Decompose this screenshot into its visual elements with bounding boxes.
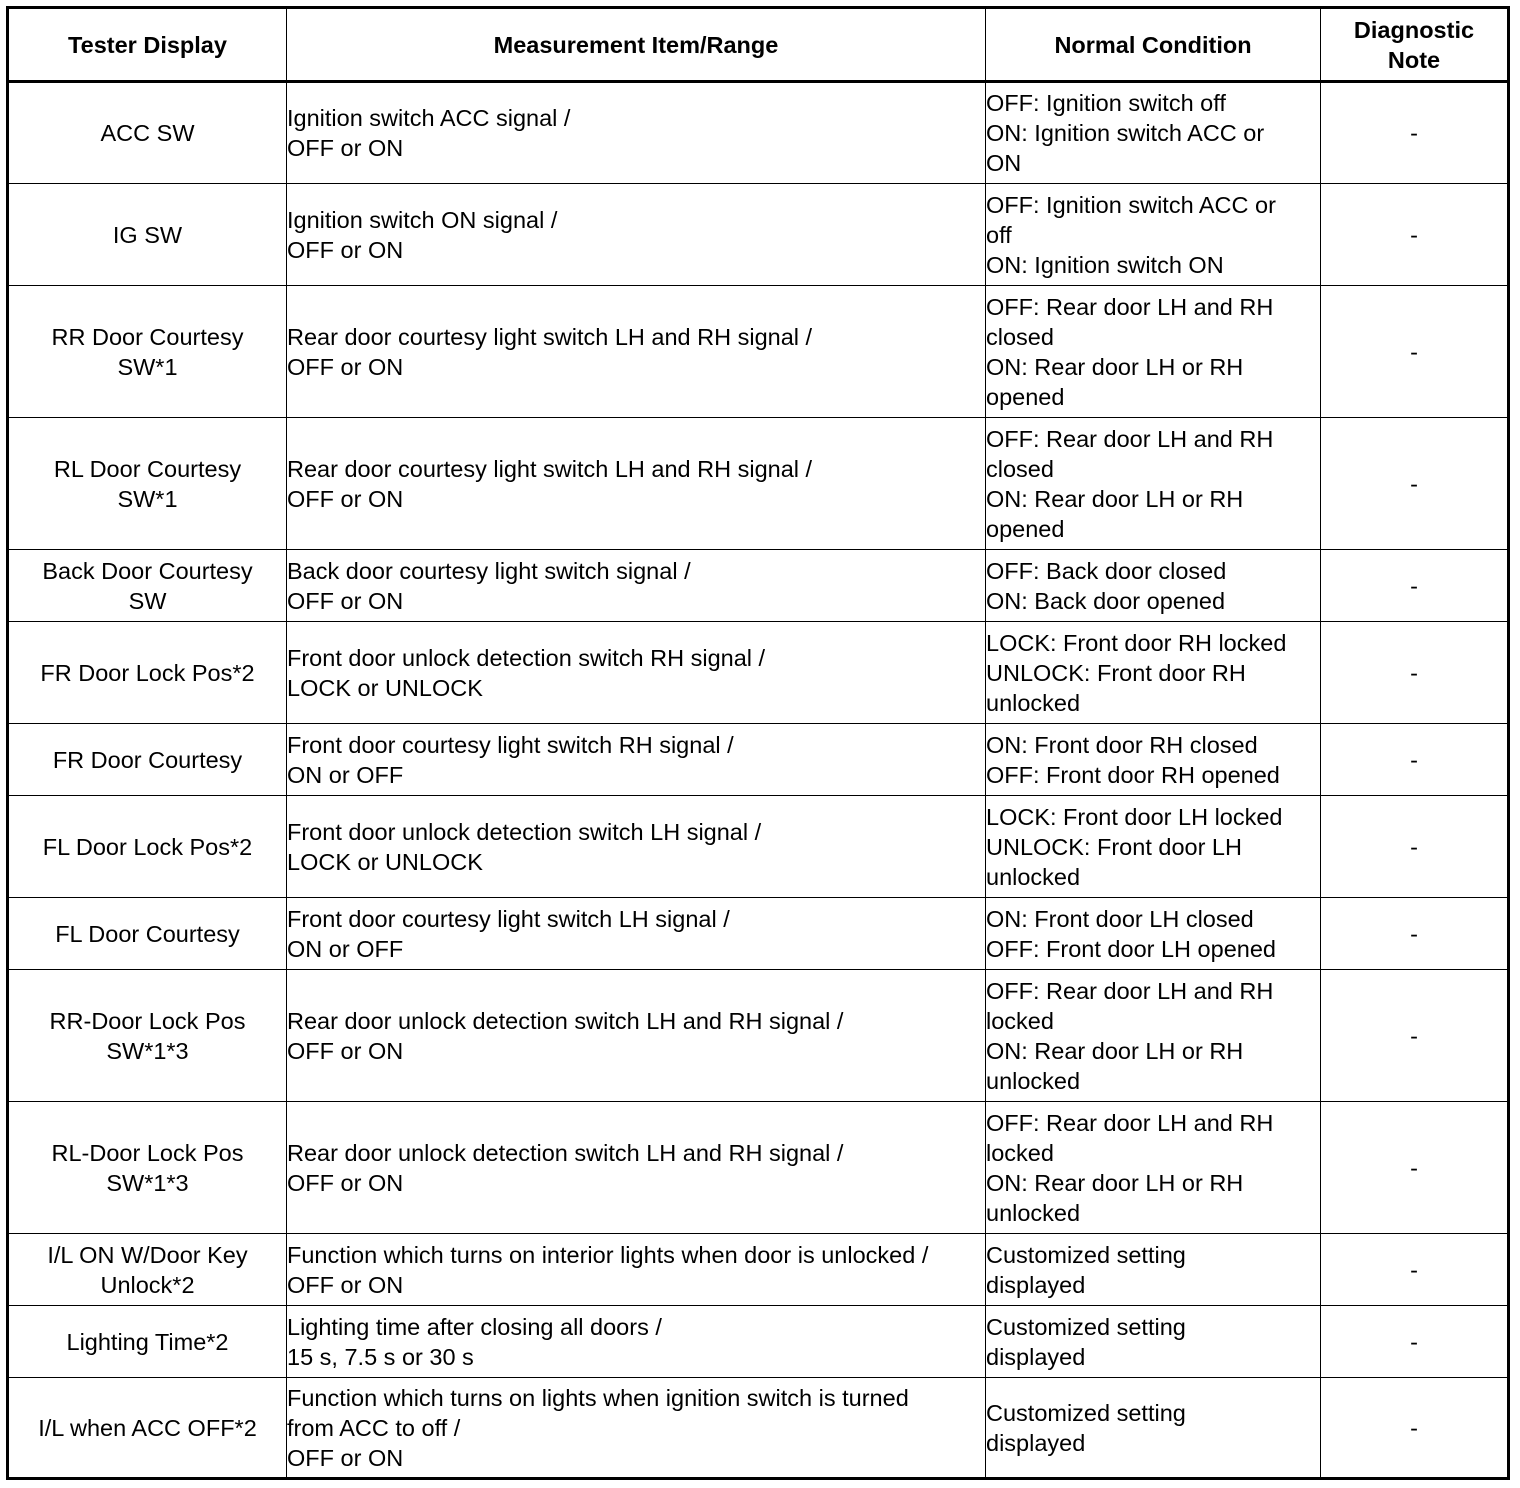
table-body — [8, 82, 1509, 1479]
table-row — [8, 418, 1509, 550]
data-list-table — [6, 6, 1510, 1480]
diagnostic-note-cell: - — [1321, 1234, 1509, 1306]
normal-condition-cell: Customized setting displayed — [986, 1378, 1321, 1479]
table-row — [8, 796, 1509, 898]
tester-display-cell: I/L when ACC OFF*2 — [8, 1378, 287, 1479]
diagnostic-note-cell: - — [1321, 82, 1509, 184]
table-row — [8, 1378, 1509, 1479]
tester-display-cell: FL Door Courtesy — [8, 898, 287, 970]
header-measurement-item-range: Measurement Item/Range — [287, 8, 986, 82]
table-row — [8, 622, 1509, 724]
table-row — [8, 82, 1509, 184]
measurement-cell: Front door unlock detection switch RH signal / LOCK or UNLOCK — [287, 622, 986, 724]
measurement-cell: Lighting time after closing all doors / 15 s, 7.5 s or 30 s — [287, 1306, 986, 1378]
diagnostic-note-cell: - — [1321, 1378, 1509, 1479]
normal-condition-cell: LOCK: Front door RH locked UNLOCK: Front door RH unlocked — [986, 622, 1321, 724]
table-row — [8, 898, 1509, 970]
tester-display-cell: ACC SW — [8, 82, 287, 184]
table-row — [8, 184, 1509, 286]
measurement-cell: Ignition switch ACC signal / OFF or ON — [287, 82, 986, 184]
normal-condition-cell: OFF: Rear door LH and RH closed ON: Rear door LH or RH opened — [986, 286, 1321, 418]
diagnostic-note-cell: - — [1321, 286, 1509, 418]
normal-condition-cell: Customized setting displayed — [986, 1306, 1321, 1378]
diagnostic-note-cell: - — [1321, 1102, 1509, 1234]
tester-display-cell: Back Door Courtesy SW — [8, 550, 287, 622]
measurement-cell: Function which turns on interior lights when door is unlocked / OFF or ON — [287, 1234, 986, 1306]
table-row — [8, 970, 1509, 1102]
normal-condition-cell: OFF: Ignition switch off ON: Ignition switch ACC or ON — [986, 82, 1321, 184]
tester-display-cell: RL Door Courtesy SW*1 — [8, 418, 287, 550]
header-normal-condition: Normal Condition — [986, 8, 1321, 82]
normal-condition-cell: ON: Front door LH closed OFF: Front door LH opened — [986, 898, 1321, 970]
tester-display-cell: IG SW — [8, 184, 287, 286]
diagnostic-note-cell: - — [1321, 622, 1509, 724]
table-row — [8, 1102, 1509, 1234]
table-row — [8, 724, 1509, 796]
diagnostic-note-cell: - — [1321, 550, 1509, 622]
table-row — [8, 286, 1509, 418]
normal-condition-cell: ON: Front door RH closed OFF: Front door RH opened — [986, 724, 1321, 796]
measurement-cell: Front door unlock detection switch LH signal / LOCK or UNLOCK — [287, 796, 986, 898]
tester-display-cell: FR Door Lock Pos*2 — [8, 622, 287, 724]
normal-condition-cell: LOCK: Front door LH locked UNLOCK: Front door LH unlocked — [986, 796, 1321, 898]
normal-condition-cell: OFF: Rear door LH and RH locked ON: Rear door LH or RH unlocked — [986, 1102, 1321, 1234]
header-row — [8, 8, 1509, 82]
normal-condition-cell: OFF: Rear door LH and RH closed ON: Rear door LH or RH opened — [986, 418, 1321, 550]
header-tester-display: Tester Display — [8, 8, 287, 82]
diagnostic-note-cell: - — [1321, 796, 1509, 898]
normal-condition-cell: OFF: Ignition switch ACC or off ON: Ignition switch ON — [986, 184, 1321, 286]
normal-condition-cell: Customized setting displayed — [986, 1234, 1321, 1306]
tester-display-cell: RR Door Courtesy SW*1 — [8, 286, 287, 418]
tester-display-cell: RR-Door Lock Pos SW*1*3 — [8, 970, 287, 1102]
measurement-cell: Back door courtesy light switch signal / OFF or ON — [287, 550, 986, 622]
tester-display-cell: I/L ON W/Door Key Unlock*2 — [8, 1234, 287, 1306]
measurement-cell: Rear door courtesy light switch LH and RH signal / OFF or ON — [287, 418, 986, 550]
tester-display-cell: FR Door Courtesy — [8, 724, 287, 796]
diagnostic-note-cell: - — [1321, 898, 1509, 970]
tester-display-cell: Lighting Time*2 — [8, 1306, 287, 1378]
measurement-cell: Front door courtesy light switch RH signal / ON or OFF — [287, 724, 986, 796]
measurement-cell: Function which turns on lights when ignition switch is turned from ACC to off / OFF or ON — [287, 1378, 986, 1479]
measurement-cell: Rear door courtesy light switch LH and RH signal / OFF or ON — [287, 286, 986, 418]
normal-condition-cell: OFF: Back door closed ON: Back door opened — [986, 550, 1321, 622]
table-row — [8, 1306, 1509, 1378]
diagnostic-note-cell: - — [1321, 184, 1509, 286]
header-diagnostic-note: Diagnostic Note — [1321, 8, 1509, 82]
diagnostic-note-cell: - — [1321, 1306, 1509, 1378]
table-row — [8, 1234, 1509, 1306]
measurement-cell: Rear door unlock detection switch LH and RH signal / OFF or ON — [287, 970, 986, 1102]
diagnostic-note-cell: - — [1321, 970, 1509, 1102]
tester-display-cell: FL Door Lock Pos*2 — [8, 796, 287, 898]
normal-condition-cell: OFF: Rear door LH and RH locked ON: Rear door LH or RH unlocked — [986, 970, 1321, 1102]
measurement-cell: Rear door unlock detection switch LH and RH signal / OFF or ON — [287, 1102, 986, 1234]
diagnostic-note-cell: - — [1321, 724, 1509, 796]
measurement-cell: Front door courtesy light switch LH signal / ON or OFF — [287, 898, 986, 970]
tester-display-cell: RL-Door Lock Pos SW*1*3 — [8, 1102, 287, 1234]
table-row — [8, 550, 1509, 622]
diagnostic-note-cell: - — [1321, 418, 1509, 550]
measurement-cell: Ignition switch ON signal / OFF or ON — [287, 184, 986, 286]
